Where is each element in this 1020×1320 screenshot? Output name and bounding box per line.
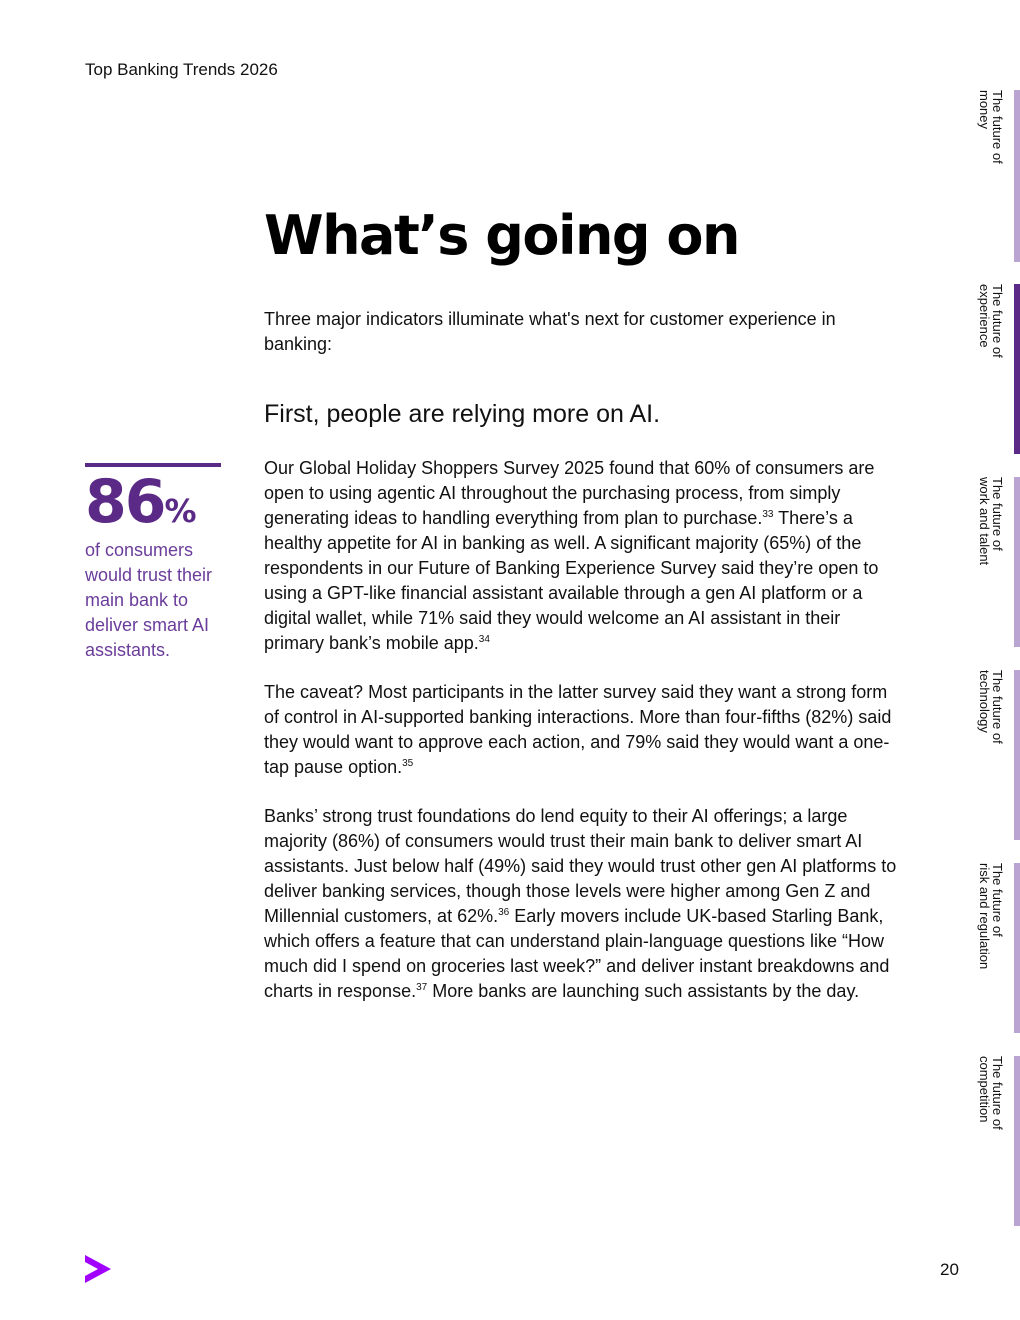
document-header: Top Banking Trends 2026 — [85, 60, 278, 79]
nav-item-label: The future of risk and regulation — [977, 863, 1005, 970]
body-paragraph: Our Global Holiday Shoppers Survey 2025 found that 60% of consumers are open to using agentic AI throughout the purchasing process, from simply generating ideas to handling everything from plan to purchase.$^{33}$ There’s a healthy appetite for AI in banking as well. A significant majority (65%) of the respondents in our Future of Banking Experience Survey said they’re open to using a GPT-like financial assistant available through a gen AI platform or a digital wallet, while 71% said they would welcome an AI assistant in their primary bank’s mobile app.$^{34}$ — [264, 458, 879, 653]
nav-item-risk-and-regulation[interactable] — [970, 863, 1020, 1033]
nav-item-label: The future of experience — [977, 284, 1005, 358]
nav-item-technology[interactable] — [970, 670, 1020, 840]
stat-unit: % — [164, 492, 197, 530]
nav-indicator — [1014, 90, 1020, 262]
nav-item-work-and-talent[interactable] — [970, 477, 1020, 647]
nav-indicator — [1014, 670, 1020, 840]
nav-indicator — [1014, 863, 1020, 1033]
footnote-ref: 35 — [402, 758, 414, 769]
nav-item-label: The future of money — [977, 90, 1005, 164]
footnote-ref: 36 — [498, 907, 510, 918]
chevron-right-icon — [85, 1255, 111, 1283]
page-title: What’s going on — [264, 204, 739, 267]
nav-item-label: The future of technology — [977, 670, 1005, 744]
nav-indicator — [1014, 477, 1020, 647]
section-nav — [970, 90, 1020, 1230]
accenture-logo-icon — [85, 1255, 111, 1288]
stat-caption: of consumers would trust their main bank to deliver smart AI assistants. — [85, 540, 213, 660]
body-paragraph: Banks’ strong trust foundations do lend equity to their AI offerings; a large majority (86%) of consumers would trust their main bank to deliver smart AI assistants. Just below half (49%) said they would trust other gen AI platforms to deliver banking services, though those levels were higher among Gen Z and Millennial customers, at 62%.$^{36}$ Early movers include UK-based Starling Bank, which offers a feature that can understand plain-language questions like “How much did I spend on groceries last week?” and deliver instant breakdowns and charts in response.$^{37}$ More banks are launching such assistants by the day. — [264, 806, 897, 1001]
nav-item-label: The future of competition — [977, 1056, 1005, 1130]
nav-indicator — [1014, 1056, 1020, 1226]
footnote-ref: 37 — [416, 982, 428, 993]
body-paragraph: The caveat? Most participants in the latter survey said they want a strong form of control in AI-supported banking interactions. More than four-fifths (82%) said they would want to approve each action, and 79% said they would want a one-tap pause option.$^{35}$ — [264, 682, 892, 777]
nav-item-label: The future of work and talent — [977, 477, 1005, 566]
footnote-ref: 33 — [762, 509, 774, 520]
body-text — [264, 456, 904, 1028]
section-subheading: First, people are relying more on AI. — [264, 400, 661, 428]
stat-number: 86 — [85, 467, 165, 537]
intro-paragraph: Three major indicators illuminate what's next for customer experience in banking: — [264, 309, 836, 354]
nav-indicator-active — [1014, 284, 1020, 454]
footnote-ref: 34 — [478, 634, 490, 645]
nav-item-competition[interactable] — [970, 1056, 1020, 1226]
page-number: 20 — [940, 1260, 959, 1279]
stat-callout — [85, 463, 235, 663]
nav-item-experience[interactable] — [970, 284, 1020, 454]
nav-item-money[interactable] — [970, 90, 1020, 262]
